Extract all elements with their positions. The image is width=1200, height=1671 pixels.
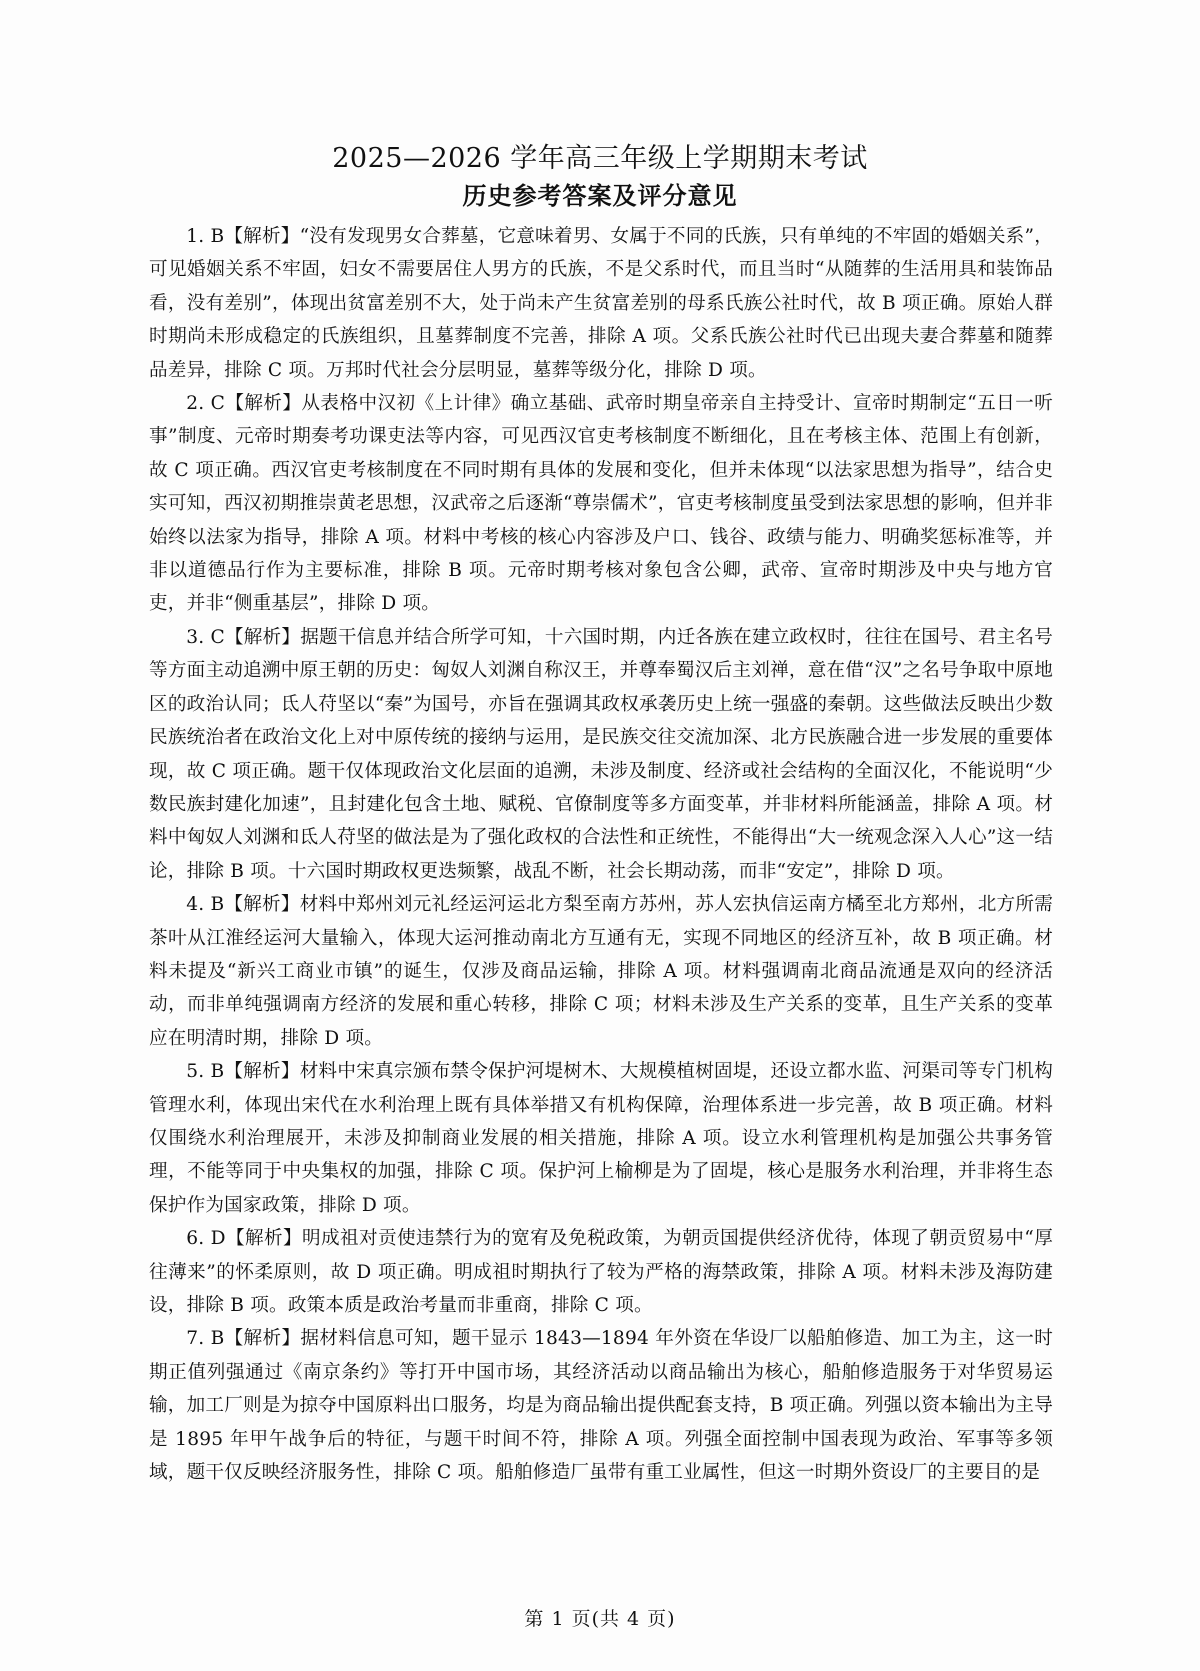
page-number: 第 1 页(共 4 页) <box>524 1608 676 1630</box>
answer-list <box>149 220 1053 1489</box>
answer-paragraph-6: 6. D【解析】明成祖对贡使违禁行为的宽宥及免税政策，为朝贡国提供经济优待，体现了朝贡贸易中“厚往薄来”的怀柔原则，故 D 项正确。明成祖时期执行了较为严格的海禁政策，排除 A 项。材料未涉及海防建设，排除 B 项。政策本质是政治考量而非重商，排除 C 项。 <box>149 1228 1053 1316</box>
answer-paragraph-4: 4. B【解析】材料中郑州刘元礼经运河运北方梨至南方苏州，苏人宏执信运南方橘至北方郑州，北方所需茶叶从江淮经运河大量输入，体现大运河推动南北方互通有无，实现不同地区的经济互补，故 B 项正确。材料未提及“新兴工商业市镇”的诞生，仅涉及商品运输，排除 A 项。材料强调南北商品流通是双向的经济活动，而非单纯强调南方经济的发展和重心转移，排除 C 项；材料未涉及生产关系的变革，且生产关系的变革应在明清时期，排除 D 项。 <box>149 894 1053 1049</box>
answer-paragraph-5: 5. B【解析】材料中宋真宗颁布禁令保护河堤树木、大规模植树固堤，还设立都水监、河渠司等专门机构管理水利，体现出宋代在水利治理上既有具体举措又有机构保障，治理体系进一步完善，故 B 项正确。材料仅围绕水利治理展开，未涉及抑制商业发展的相关措施，排除 A 项。设立水利管理机构是加强公共事务管理，不能等同于中央集权的加强，排除 C 项。保护河上榆柳是为了固堤，核心是服务水利治理，并非将生态保护作为国家政策，排除 D 项。 <box>149 1061 1053 1216</box>
page-subtitle: 历史参考答案及评分意见 <box>462 182 738 210</box>
answer-paragraph-3: 3. C【解析】据题干信息并结合所学可知，十六国时期，内迁各族在建立政权时，往往在国号、君主名号等方面主动追溯中原王朝的历史：匈奴人刘渊自称汉王，并尊奉蜀汉后主刘禅，意在借“汉”之名号争取中原地区的政治认同；氐人苻坚以“秦”为国号，亦旨在强调其政权承袭历史上统一强盛的秦朝。这些做法反映出少数民族统治者在政治文化上对中原传统的接纳与运用，是民族交往交流加深、北方民族融合进一步发展的重要体现，故 C 项正确。题干仅体现政治文化层面的追溯，未涉及制度、经济或社会结构的全面汉化，不能说明“少数民族封建化加速”，且封建化包含土地、赋税、官僚制度等多方面变革，并非材料所能涵盖，排除 A 项。材料中匈奴人刘渊和氐人苻坚的做法是为了强化政权的合法性和正统性，不能得出“大一统观念深入人心”这一结论，排除 B 项。十六国时期政权更迭频繁，战乱不断，社会长期动荡，而非“安定”，排除 D 项。 <box>149 626 1053 882</box>
answer-paragraph-1: 1. B【解析】“没有发现男女合葬墓，它意味着男、女属于不同的氏族，只有单纯的不牢固的婚姻关系”，可见婚姻关系不牢固，妇女不需要居住人男方的氏族，不是父系时代，而且当时“从随葬的生活用具和装饰品看，没有差别”，体现出贫富差别不大，处于尚未产生贫富差别的母系氏族公社时代，故 B 项正确。原始人群时期尚未形成稳定的氏族组织，且墓葬制度不完善，排除 A 项。父系氏族公社时代已出现夫妻合葬墓和随葬品差异，排除 C 项。万邦时代社会分层明显，墓葬等级分化，排除 D 项。 <box>149 226 1053 381</box>
page-title: 2025—2026 学年高三年级上学期期末考试 <box>332 143 868 174</box>
answer-paragraph-7: 7. B【解析】据材料信息可知，题干显示 1843—1894 年外资在华设厂以船舶修造、加工为主，这一时期正值列强通过《南京条约》等打开中国市场，其经济活动以商品输出为核心，船舶修造服务于对华贸易运输，加工厂则是为掠夺中国原料出口服务，均是为商品输出提供配套支持，B 项正确。列强以资本输出为主导是 1895 年甲午战争后的特征，与题干时间不符，排除 A 项。列强全面控制中国表现为政治、军事等多领域，题干仅反映经济服务性，排除 C 项。船舶修造厂虽带有重工业属性，但这一时期外资设厂的主要目的是 <box>149 1328 1053 1484</box>
answer-paragraph-2: 2. C【解析】从表格中汉初《上计律》确立基础、武帝时期皇帝亲自主持受计、宣帝时期制定“五日一听事”制度、元帝时期奏考功课吏法等内容，可见西汉官吏考核制度不断细化，且在考核主体、范围上有创新，故 C 项正确。西汉官吏考核制度在不同时期有具体的发展和变化，但并未体现“以法家思想为指导”，结合史实可知，西汉初期推崇黄老思想，汉武帝之后逐渐“尊崇儒术”，官吏考核制度虽受到法家思想的影响，但并非始终以法家为指导，排除 A 项。材料中考核的核心内容涉及户口、钱谷、政绩与能力、明确奖惩标准等，并非以道德品行作为主要标准，排除 B 项。元帝时期考核对象包含公卿，武帝、宣帝时期涉及中央与地方官吏，并非“侧重基层”，排除 D 项。 <box>149 393 1053 615</box>
